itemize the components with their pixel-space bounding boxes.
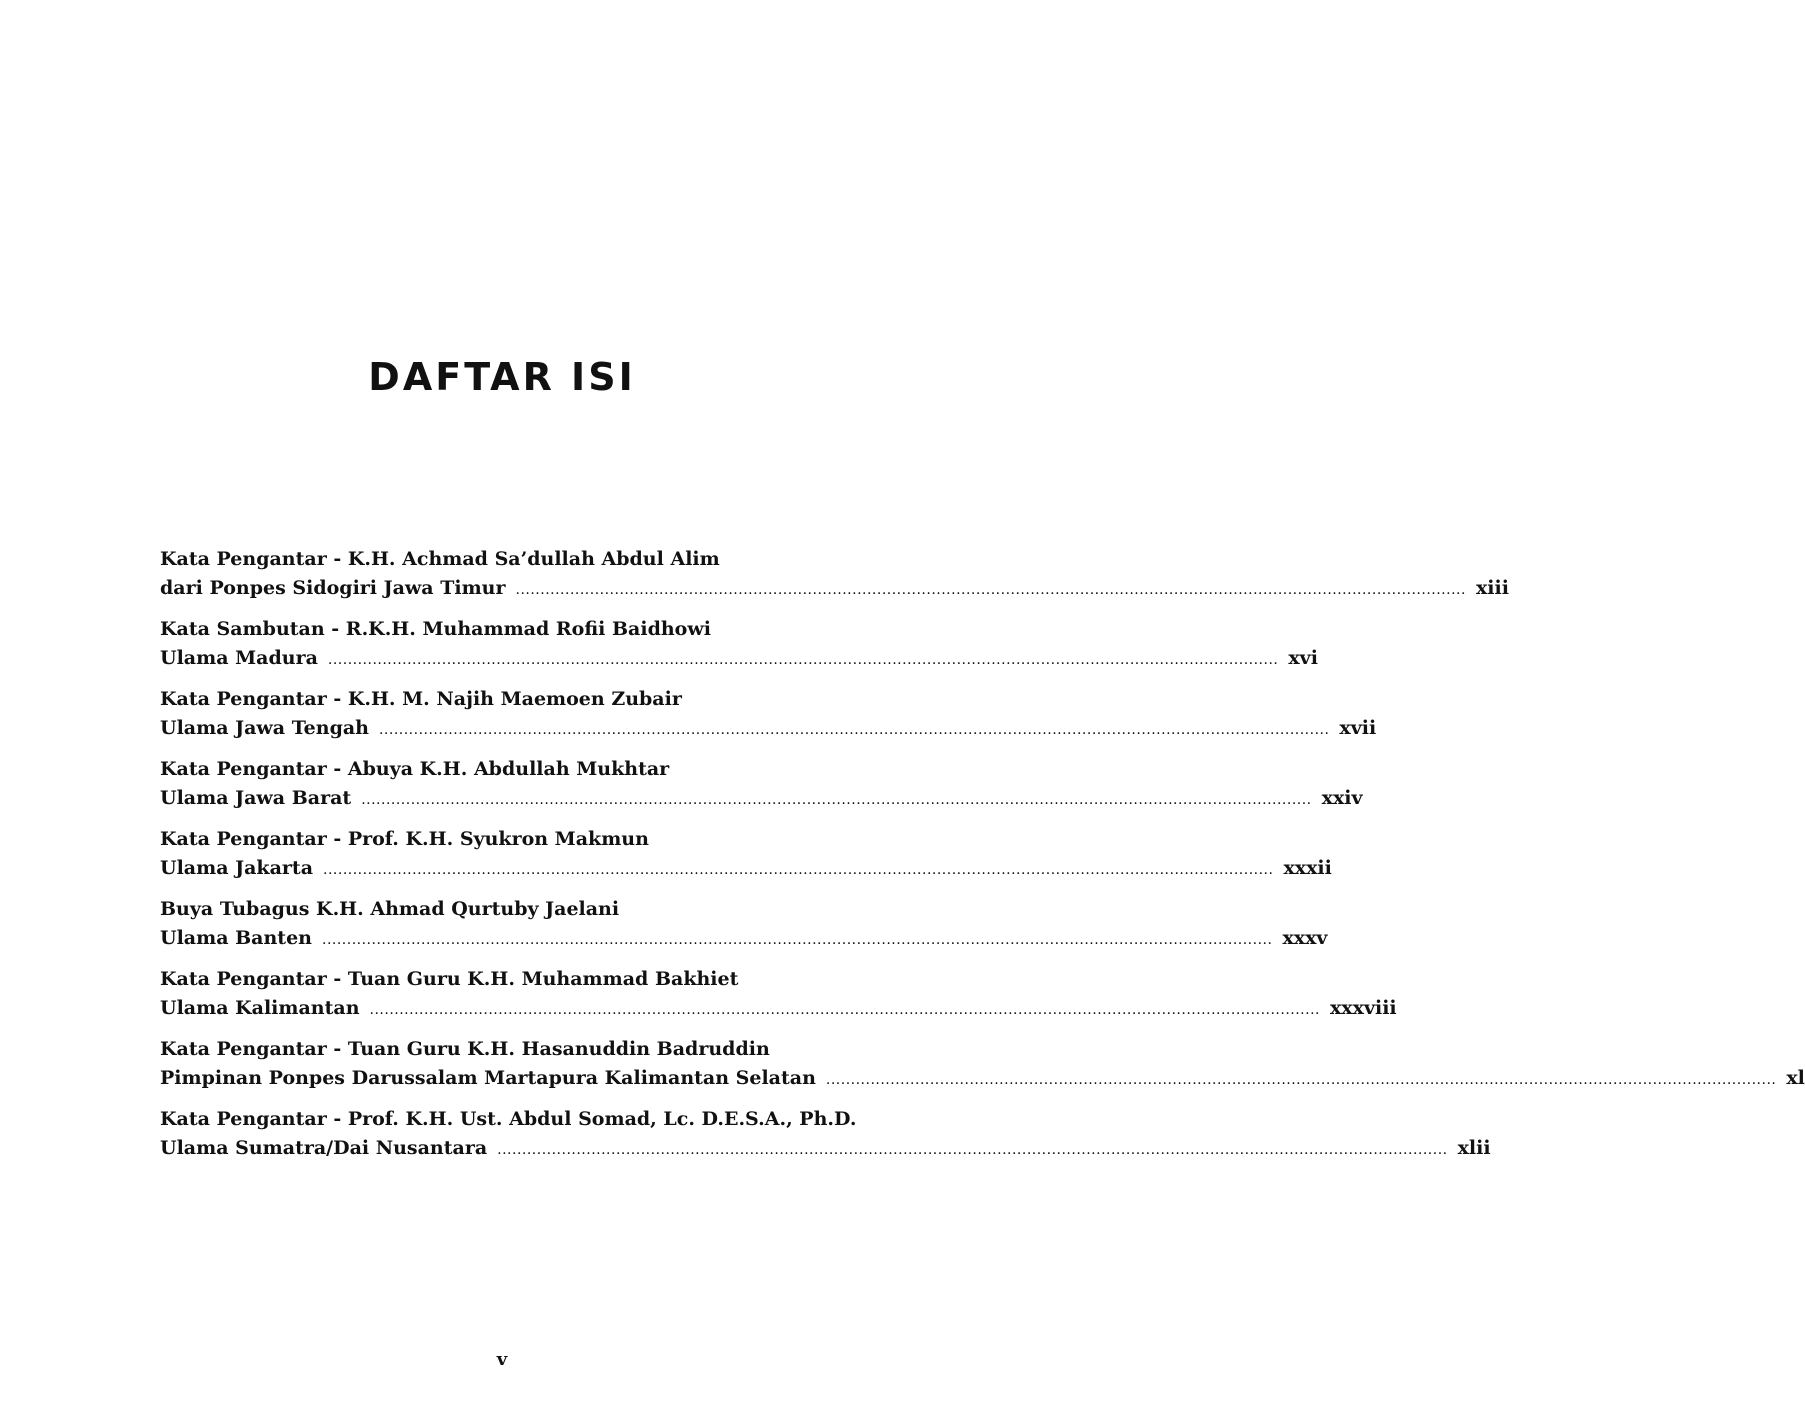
toc-entry-subtitle: Ulama Banten [160,927,312,949]
toc-entry-subtitle: Ulama Sumatra/Dai Nusantara [160,1137,488,1159]
toc-entry[interactable] [160,685,1377,755]
toc-entry-subtitle: Ulama Kalimantan [160,997,360,1019]
toc-entry-title: Kata Pengantar - Prof. K.H. Ust. Abdul Somad, Lc. D.E.S.A., Ph.D. [160,1108,857,1130]
toc-entry-title: Buya Tubagus K.H. Ahmad Qurtuby Jaelani [160,898,620,920]
toc-entry-title: Kata Pengantar - K.H. Achmad Sa’dullah Abdul Alim [160,548,720,570]
toc-entry[interactable] [160,615,1318,685]
toc-entry[interactable] [160,895,1328,965]
toc-entry[interactable] [160,825,1332,895]
toc-entry-page: xvi [1288,647,1318,669]
toc-leader-dots: ................................................................................................................................................................................................ [369,1002,1320,1018]
toc-entry-page: xxxviii [1329,997,1397,1019]
toc-leader-dots: ................................................................................................................................................................................................ [323,862,1274,878]
toc-leader-dots: ................................................................................................................................................................................................ [361,792,1312,808]
toc-entry-subtitle: Ulama Jawa Tengah [160,717,369,739]
toc-entry[interactable] [160,1105,1491,1175]
toc-entry[interactable] [160,755,1363,825]
toc-leader-dots: ................................................................................................................................................................................................ [378,722,1330,738]
toc-leader-dots: ................................................................................................................................................................................................ [497,1142,1448,1158]
toc-entry-page: xl [1786,1067,1805,1089]
toc-entry[interactable] [160,965,1397,1035]
toc-entry-page: xxxv [1282,927,1328,949]
toc-entry-page: xxiv [1321,787,1363,809]
toc-entry-title: Kata Pengantar - Tuan Guru K.H. Muhammad Bakhiet [160,968,739,990]
table-of-contents [160,545,1805,1175]
toc-entry-subtitle: Ulama Jawa Barat [160,787,352,809]
toc-entry-title: Kata Pengantar - K.H. M. Najih Maemoen Zubair [160,688,682,710]
toc-entry-title: Kata Pengantar - Prof. K.H. Syukron Makmun [160,828,649,850]
toc-entry-page: xxxii [1283,857,1332,879]
toc-entry-page: xvii [1339,717,1377,739]
toc-entry[interactable] [160,1035,1805,1105]
toc-entry-title: Kata Sambutan - R.K.H. Muhammad Rofii Baidhowi [160,618,711,640]
toc-leader-dots: ................................................................................................................................................................................................ [322,932,1273,948]
toc-entry[interactable] [160,545,1509,615]
toc-leader-dots: ................................................................................................................................................................................................ [327,652,1279,668]
page-title: DAFTAR ISI [368,355,636,399]
toc-leader-dots: ................................................................................................................................................................................................ [825,1072,1777,1088]
toc-entry-title: Kata Pengantar - Abuya K.H. Abdullah Mukhtar [160,758,670,780]
toc-entry-subtitle: Pimpinan Ponpes Darussalam Martapura Kalimantan Selatan [160,1067,816,1089]
toc-leader-dots: ................................................................................................................................................................................................ [515,582,1466,598]
toc-entry-subtitle: Ulama Madura [160,647,318,669]
page-number: v [496,1349,508,1370]
toc-entry-page: xlii [1457,1137,1491,1159]
toc-entry-title: Kata Pengantar - Tuan Guru K.H. Hasanuddin Badruddin [160,1038,770,1060]
toc-entry-subtitle: Ulama Jakarta [160,857,314,879]
toc-entry-subtitle: dari Ponpes Sidogiri Jawa Timur [160,577,506,599]
toc-entry-page: xiii [1475,577,1509,599]
